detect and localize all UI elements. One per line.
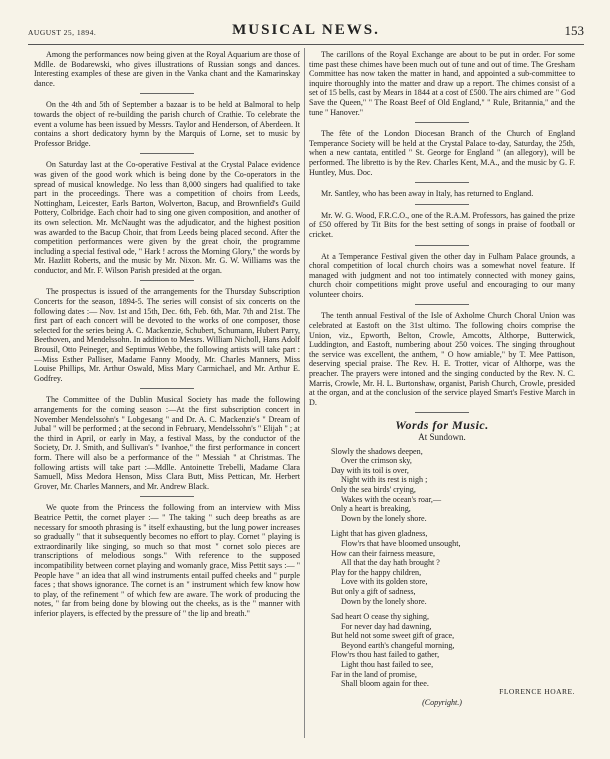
article-paragraph: Among the performances now being given at the Royal Aquarium are those of Mdlle. de Bodarewski, who gives illustrations of Russian songs and dances. Interesting examples of these are given in the Vanka chant and the Kamarinskay dance. — [34, 50, 300, 88]
section-rule — [415, 304, 469, 305]
right-column — [309, 50, 575, 708]
poem-line: Play for the happy children, — [331, 567, 422, 577]
poem-section-heading: Words for Music. — [395, 418, 489, 433]
poem-line: For never day had dawning, — [341, 621, 432, 631]
article-paragraph: At a Temperance Festival given the other day in Fulham Palace grounds, a choral competition of local church choirs was a somewhat novel feature. If managed with judgment and not too intimately connected with money gains, church choir competitions might prove useful and encouraging to our many volunteer choirs. — [309, 251, 575, 299]
poem-line: But only a gift of sadness, — [331, 586, 416, 596]
article-paragraph: Mr. Santley, who has been away in Italy, has returned to England. — [321, 189, 534, 199]
page-header — [28, 22, 584, 45]
poem-line: Only a heart is breaking, — [331, 504, 411, 514]
poem-line: Flow'rs that have bloomed unsought, — [341, 538, 461, 548]
article-paragraph: The prospectus is issued of the arrangements for the Thursday Subscription Concerts for the season, 1894-5. The series will consist of six concerts on the following dates :— Nov. 1st and 15th, Dec. 6th, Feb. 6th, Mar. 7th and 21st. The first part of each concert will be devoted to the works of one composer, those selected for the series being A. C. Mackenzie, Schubert, Schumann, Hubert Parry, Beethoven, and Mendelssohn. In addition to Messrs. William Nicholl, Hans Adolf Brousil, Otto Peineger, and Septimus Webbe, the following artists will take part :—Miss Esther Palliser, Madame Fanny Moody, Mr. Charles Manners, Miss Louise Phillips, Mr. Arthur Oswald, Miss Mary Carmichael, and Mr. Arthur E. Godfrey. — [34, 287, 300, 383]
poem-line: Light that has given gladness, — [331, 529, 428, 539]
poem-line: Flow'rs thou hast failed to gather, — [331, 650, 440, 660]
issue-date: AUGUST 25, 1894. — [28, 28, 97, 37]
poem-line: Down by the lonely shore. — [341, 513, 427, 523]
article-paragraph: The Committee of the Dublin Musical Society has made the following arrangements for the coming season :—At the first subscription concert in November Mendelssohn's " Lobgesang " and Dr. A. C. Mackenzie's " Dream of Jubal " will be performed ; at the second in February, Mendelssohn's " Elijah " ; at the third in April, or early in May, a festival Mass, by the conductor of the Society, Dr. J. Smith, and Sullivan's " Ivanhoe," the first performance in concert form. There will also be a performance of the " Messiah " at Christmas. The following artists will take part :—Mdlle. Antoinette Trebelli, Madame Clara Samuell, Miss Medora Henson, Miss Clara Butt, Miss Pettican, Mr. Herbert Grover, Mr. Charles Manners, and Mr. Andrew Black. — [34, 395, 300, 491]
article-paragraph: Mr. W. G. Wood, F.R.C.O., one of the R.A.M. Professors, has gained the prize of £50 offered by Tit Bits for the best setting of songs in praise of football or cricket. — [309, 210, 575, 239]
section-rule — [140, 388, 194, 389]
column-divider — [304, 48, 305, 738]
poem-line: Only the sea birds' crying, — [331, 484, 416, 494]
copyright-notice: (Copyright.) — [422, 698, 462, 708]
poem-line: But held not some sweet gift of grace, — [331, 631, 455, 641]
section-rule — [140, 153, 194, 154]
section-rule — [415, 182, 469, 183]
poem-line: How can their fairness measure, — [331, 548, 436, 558]
article-paragraph: The tenth annual Festival of the Isle of Axholme Church Choral Union was celebrated at Eastoft on the 31st ultimo. The following choirs comprise the Union, viz., Epworth, Belton, Crowle, Amcotts, Althorpe, Butterwick, Luddington, and Eastoft, numbering about 250 voices. The singing throughout the service was excellent, the anthem, " O how amiable," by T. Mee Pattison, deserving special praise. The Rev. H. E. Trotter, vicar of Althorpe, was the preacher. The prayers were intoned and the singing conducted by the Rev. N. C. Marris, Crowle, Mr. H. L. Burtonshaw, organist, Parish Church, Crowle, presided at the organ, and at the conclusion of the service played Smart's Festive March in D. — [309, 311, 575, 407]
article-paragraph: The carillons of the Royal Exchange are about to be put in order. For some time past these chimes have been much out of tune and out of time. The Gresham Committee has now taken the matter in hand, and appointed a sub-committee to inquire thoroughly into the matter and draw up a report. The chimes consist of a set of 15 bells, cast by Mears in 1844 at a cost of £500. The airs chimed are " God Save the Queen," " The Roast Beef of Old England," " Rule, Britannia," and the tune " Hanover." — [309, 50, 575, 117]
section-rule — [415, 122, 469, 123]
poem-stanza — [309, 529, 575, 606]
poem-line: Sad heart O cease thy sighing, — [331, 612, 429, 622]
poem-line: Love with its golden store, — [341, 577, 428, 587]
section-rule — [415, 412, 469, 413]
poem-line: Far in the land of promise, — [331, 669, 417, 679]
left-column — [34, 50, 300, 618]
page-number: 153 — [564, 23, 584, 38]
article-paragraph: On Saturday last at the Co-operative Festival at the Crystal Palace evidence was given of the good work which is being done by the Co-operators in the spread of musical knowledge. No less than 8,000 singers had qualified to take part in the proceedings. There was a competition of choirs from Leeds, Nottingham, Leicester, Earls Barton, Wolverton, Bacup, and Brownfield's Guild Pottery, Colbridge. Each choir had to sing one given composition, and another of its own selection. Mr. McNaught was the adjudicator, and the highest position was awarded to the Bacup Choir, that from Leeds being placed second. After the competition performances were given by the great choir, the programme including a special festival ode, " Hark ! across the Morning Glory," the words by Mr. Hazlitt Roberts, and the music by Mr. Nixon. Mr. G. W. Williams was the conductor, and Mr. F. Wilson Parish presided at the organ. — [34, 160, 300, 275]
poem-stanza — [309, 612, 575, 689]
article-paragraph: On the 4th and 5th of September a bazaar is to be held at Balmoral to help towards the object of re-building the parish church of Crathie. To celebrate the event a volume has been issued by Messrs. Taylor and Henderson, of Aberdeen. It contains a short dedicatory hymn by the Marquis of Lorne, set to music by Professor Bridge. — [34, 100, 300, 148]
poem-stanza — [309, 447, 575, 524]
poem-line: Light thou hast failed to see, — [341, 660, 434, 670]
section-rule — [415, 245, 469, 246]
article-paragraph: We quote from the Princess the following from an interview with Miss Beatrice Pettit, the cornet player :— " The taking " such deep breaths as are necessary for smooth phrasing is " itself exhausting, but the lung power increases so gradually " that it subsequently becomes no effort to play. Cornet " playing is extraordinarily like singing, so much so that most " cornet solo pieces are transcriptions of melodious songs." With reference to the supposed incompatibility between cornet playing and womanly grace, Miss Pettit says :— " People have " an idea that all wind instruments entail puffed cheeks and " purple faces ; that shows ignorance. The cornet is an " instrument which few know how to play, of the refinement " of which few are aware. The work of producing the notes, " far from being done by blowing out the cheeks, as is the " manner with inferior players, is effected by the pressure of " the lip and breath." — [34, 503, 300, 618]
section-rule — [140, 496, 194, 497]
section-rule — [415, 204, 469, 205]
section-rule — [140, 280, 194, 281]
poem-line: Wakes with the ocean's roar,— — [341, 494, 442, 504]
article-paragraph: The fête of the London Diocesan Branch of the Church of England Temperance Society will be held at the Crystal Palace to-day, Saturday, the 25th, when a new cantata, entitled " St. George for England " (an allegory), will be performed. The libretto is by the Rev. Charles Kent, M.A., and the music by G. F. Huntley, Mus. Doc. — [309, 129, 575, 177]
poem-line: Day with its toil is over, — [331, 465, 409, 475]
poem-line: Night with its rest is nigh ; — [341, 475, 428, 485]
poem-line: Beyond earth's changeful morning, — [341, 640, 455, 650]
masthead-title: MUSICAL NEWS. — [232, 22, 380, 38]
poem-line: All that the day hath brought ? — [341, 558, 440, 568]
poem-author: FLORENCE HOARE. — [499, 686, 575, 696]
poem-line: Shall bloom again for thee. — [341, 679, 429, 689]
poem-line: Down by the lonely shore. — [341, 596, 427, 606]
poem-line: Over the crimson sky, — [341, 456, 412, 466]
poem-line: Slowly the shadows deepen, — [331, 446, 423, 456]
section-rule — [140, 93, 194, 94]
poem-title: At Sundown. — [418, 432, 466, 442]
